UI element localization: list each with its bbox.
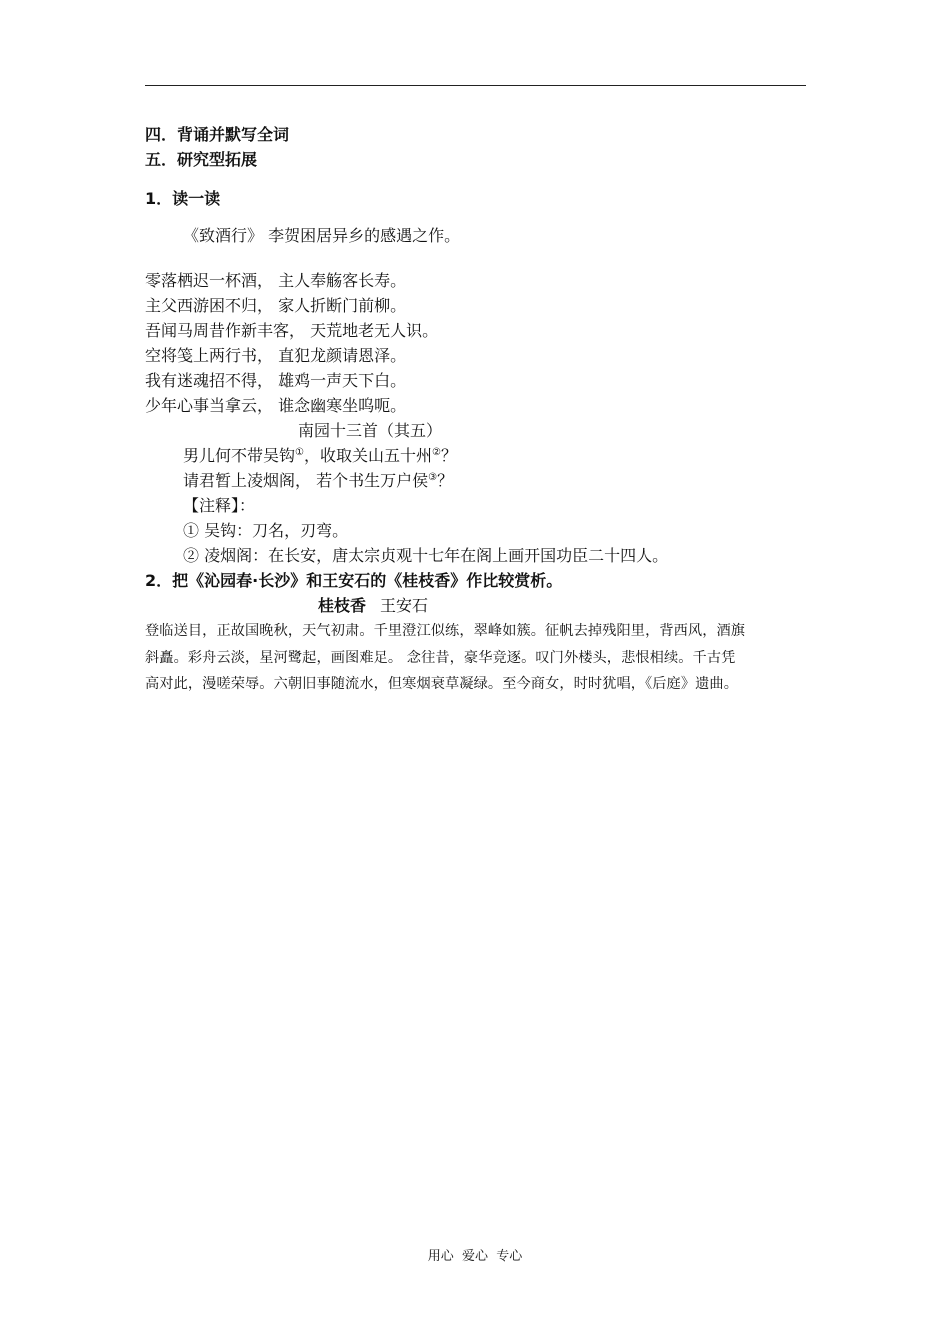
notes-label: 【注释】： bbox=[183, 496, 256, 515]
footnote-marker: ③ bbox=[428, 472, 438, 483]
prose-line: 登临送目，正故国晚秋，天气初肃。千里澄江似练，翠峰如簇。征帆去掉残阳里，背西风，酒旗 bbox=[145, 623, 746, 639]
poem-name: 桂枝香 bbox=[318, 596, 367, 615]
document-body bbox=[145, 122, 810, 698]
poem-line: 零落栖迟一杯酒， 主人奉觞客长寿。 bbox=[145, 271, 407, 290]
section-five-heading: 五．研究型拓展 bbox=[145, 150, 258, 169]
poem-author: 王安石 bbox=[380, 596, 429, 615]
part-one-heading: 1．读一读 bbox=[145, 189, 221, 208]
poem-line: 少年心事当拿云， 谁念幽寒坐呜呃。 bbox=[145, 396, 407, 415]
part-two-heading: 2．把《沁园春·长沙》和王安石的《桂枝香》作比较赏析。 bbox=[145, 571, 563, 590]
poem-line: 主父西游困不归， 家人折断门前柳。 bbox=[145, 296, 407, 315]
poem-guizhixiang-text bbox=[145, 618, 810, 698]
poem-intro: 《致酒行》 李贺困居异乡的感遇之作。 bbox=[183, 226, 461, 245]
poem-nanyuan-line-2: 请君暂上凌烟阁， 若个书生万户侯③？ bbox=[183, 471, 454, 490]
poem-line: 吾闻马周昔作新丰客， 天荒地老无人识。 bbox=[145, 321, 439, 340]
note-item: ② 凌烟阁：在长安，唐太宗贞观十七年在阁上画开国功臣二十四人。 bbox=[183, 546, 669, 565]
poem-line: 我有迷魂招不得， 雄鸡一声天下白。 bbox=[145, 371, 407, 390]
poem-line: 空将笺上两行书， 直犯龙颜请恩泽。 bbox=[145, 346, 407, 365]
poem-zhijiuxing bbox=[145, 268, 810, 418]
poem-guizhixiang-title bbox=[145, 593, 810, 618]
header-rule bbox=[145, 85, 806, 86]
page-footer: 用心 爱心 专心 bbox=[427, 1249, 523, 1264]
prose-line: 斜矗。彩舟云淡，星河鹭起，画图难足。 念往昔，豪华竞逐。叹门外楼头，悲恨相续。千古凭 bbox=[145, 649, 736, 666]
prose-line: 高对此，漫嗟荣辱。六朝旧事随流水，但寒烟衰草凝绿。至今商女，时时犹唱，《后庭》遗曲。 bbox=[145, 676, 738, 692]
section-four-heading: 四．背诵并默写全词 bbox=[145, 125, 290, 144]
note-item: ① 吴钩：刀名，刃弯。 bbox=[183, 521, 349, 540]
footnote-marker: ① bbox=[295, 447, 304, 458]
poem-nanyuan-line-1: 男儿何不带吴钩①，收取关山五十州②？ bbox=[183, 446, 457, 465]
poem-nanyuan-title: 南园十三首（其五） bbox=[298, 421, 443, 440]
footnote-marker: ② bbox=[432, 447, 441, 458]
